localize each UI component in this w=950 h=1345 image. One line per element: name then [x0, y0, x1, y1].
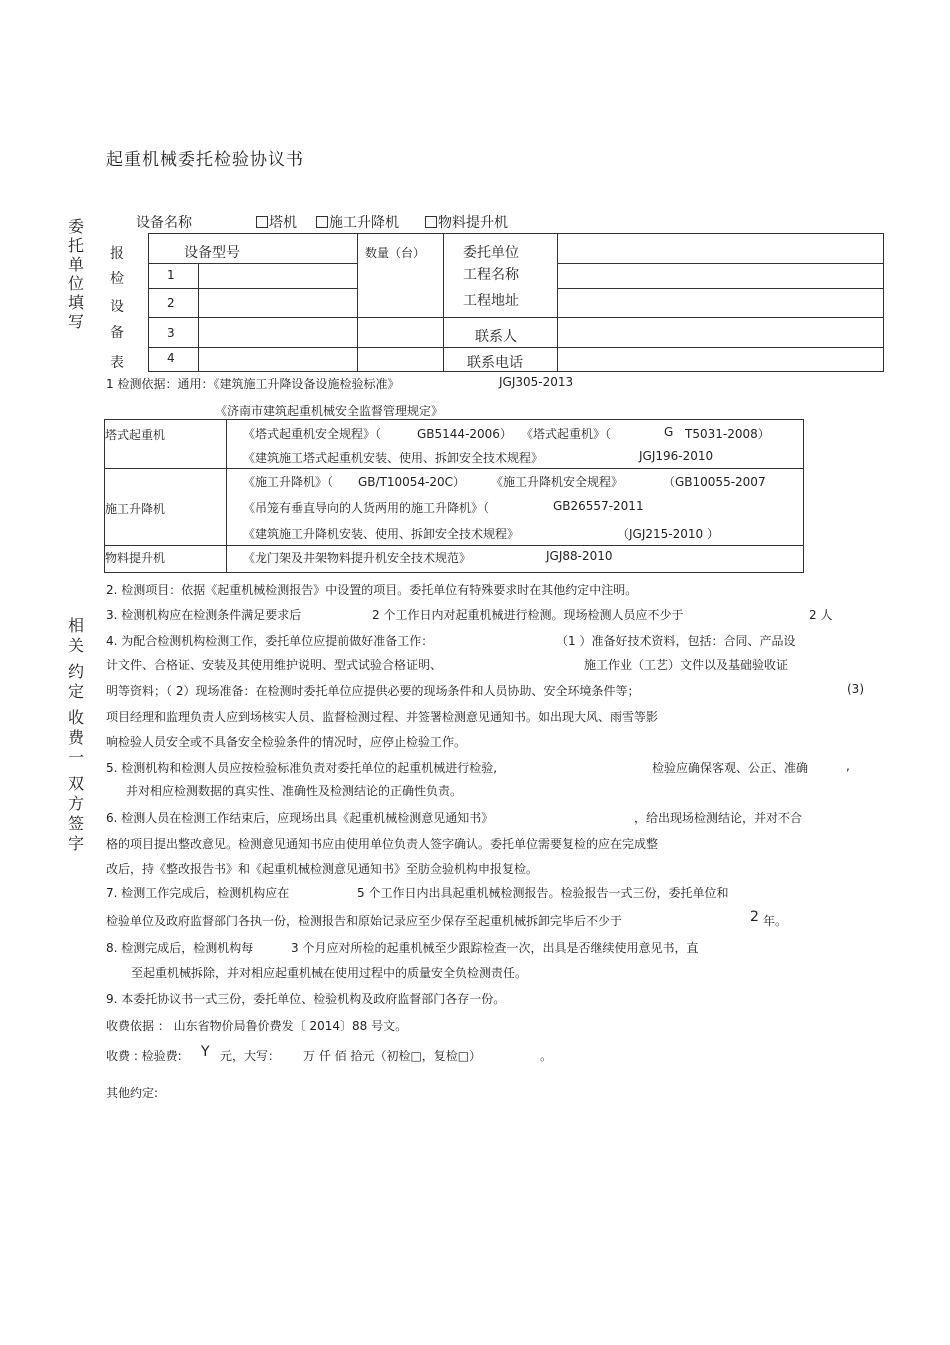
- clause-4: 响检验人员安全或不具备安全检验条件的情况时，应停止检验工作。: [106, 735, 467, 749]
- clause-7: 检验单位及政府监督部门各执一份，检测报告和原始记录应至少保存至起重机械拆卸完毕后不少于: [106, 914, 623, 928]
- row-header-char: 报: [110, 246, 124, 262]
- table-line: [104, 545, 804, 546]
- col-header-qty: 数量（台）: [365, 246, 426, 260]
- fee-line: 。: [540, 1049, 553, 1063]
- side-char: 一: [67, 748, 84, 767]
- clause-3: 2 个工作日内对起重机械进行检测。现场检测人员应不少于: [372, 608, 684, 622]
- clause-6: 格的项目提出整改意见。检测意见通知书应由使用单位负责人签字确认。委托单位需要复检的应在完成整: [106, 837, 659, 851]
- tower-crane-label: 塔式起重机: [105, 428, 166, 442]
- std-text: 《吊笼有垂直导向的人货两用的施工升降机》（: [243, 501, 490, 515]
- clause-4: 项目经理和监理负责人应到场核实人员、监督检测过程、并签署检测意见通知书。如出现大风、雨雪等影: [106, 710, 659, 724]
- side-char: 费: [67, 728, 84, 747]
- std-text: 《龙门架及井架物料提升机安全技术规范》: [243, 551, 472, 565]
- clause-4: 计文件、合格证、安装及其使用维护说明、型式试验合格证明、: [106, 658, 443, 672]
- option-label: 塔机: [269, 215, 297, 231]
- clause-7: 2: [750, 909, 759, 925]
- clause-8: 至起重机械拆除，并对相应起重机械在使用过程中的质量安全负检测责任。: [131, 966, 528, 980]
- qty-field-1[interactable]: [358, 264, 442, 287]
- label-client-unit: 委托单位: [463, 245, 519, 261]
- clause-3: 3. 检测机构应在检测条件满足要求后: [106, 608, 302, 622]
- phone-field[interactable]: [558, 348, 882, 370]
- label-phone: 联系电话: [467, 355, 523, 371]
- fee-currency: Y: [201, 1044, 210, 1060]
- clause-8: 8. 检测完成后，检测机构每: [106, 941, 254, 955]
- model-field-1[interactable]: [199, 264, 356, 287]
- option-tower-crane[interactable]: [256, 212, 297, 232]
- side-char: 相: [67, 616, 84, 635]
- clause-8: 3 个月应对所检的起重机械至少跟踪检查一次，出具是否继续使用意见书，直: [291, 941, 699, 955]
- option-construction-hoist[interactable]: [316, 212, 399, 232]
- std-text: 《建筑施工升降机安装、使用、拆卸安全技术规程》: [243, 527, 520, 541]
- std-code: （GB10055-2007: [663, 475, 766, 489]
- fee-line: 元，大写：: [220, 1049, 281, 1063]
- side-char: 关: [67, 636, 84, 655]
- table-line: [104, 468, 804, 469]
- project-name-field[interactable]: [558, 264, 882, 287]
- clause-4: 明等资料；（ 2）现场准备：在检测时委托单位应提供必要的现场条件和人员协助、安全环境条件等；: [106, 684, 640, 698]
- basis-code-1: JGJ305-2013: [499, 375, 574, 389]
- clause-2: 2. 检测项目：依据《起重机械检测报告》中设置的项目。委托单位有特殊要求时在其他约定中注明。: [106, 583, 638, 597]
- side-char: 填: [67, 293, 84, 312]
- table-line: [226, 419, 227, 572]
- side-char: 定: [67, 682, 84, 701]
- side-char: 字: [67, 834, 84, 853]
- row-header-char: 备: [110, 325, 124, 341]
- basis-line-2: 《济南市建筑起重机械安全监督管理规定》: [215, 404, 444, 418]
- clause-6: ，给出现场检测结论，并对不合: [634, 811, 803, 825]
- std-code: T5031-2008）: [685, 427, 770, 441]
- row-header-char: 设: [110, 299, 124, 315]
- option-label: 施工升降机: [329, 215, 399, 231]
- side-char: 收: [67, 708, 84, 727]
- row-number: 2: [167, 296, 175, 310]
- table-line: [357, 233, 358, 371]
- basis-line-1: 1 检测依据：通用：《建筑施工升降设备设施检验标准》: [106, 377, 400, 391]
- table-line: [148, 288, 358, 289]
- material-hoist-label: 物料提升机: [105, 551, 166, 565]
- std-code: G: [664, 425, 674, 439]
- std-text: 《施工升降机》（: [243, 475, 334, 489]
- clause-5: 5. 检测机构和检测人员应按检验标准负责对委托单位的起重机械进行检验,: [106, 761, 498, 775]
- contact-field[interactable]: [558, 318, 882, 346]
- std-code: JGJ88-2010: [546, 549, 613, 563]
- other-agreement-label: 其他约定:: [106, 1086, 159, 1100]
- side-char: 签: [67, 814, 84, 833]
- side-char: 双: [67, 774, 84, 793]
- option-label: 物料提升机: [438, 215, 508, 231]
- clause-4: 4. 为配合检测机构检测工作，委托单位应提前做好准备工作：: [106, 634, 434, 648]
- clause-7: 7. 检测工作完成后，检测机构应在: [106, 886, 290, 900]
- clause-7: 年。: [763, 914, 788, 928]
- clause-4: （1 ）准备好技术资料，包括：合同、产品设: [556, 634, 796, 648]
- table-line: [883, 233, 884, 371]
- clause-3: 2 人: [809, 608, 833, 622]
- label-project-address: 工程地址: [463, 293, 519, 309]
- row-number: 3: [167, 326, 175, 340]
- std-text: 《建筑施工塔式起重机安装、使用、拆卸安全技术规程》: [243, 451, 544, 465]
- equipment-label: 设备名称: [136, 215, 192, 231]
- option-material-hoist[interactable]: [425, 212, 508, 232]
- fee-line: 收费 : 检验费:: [106, 1049, 182, 1063]
- side-char: 委: [67, 217, 84, 236]
- label-project-name: 工程名称: [463, 267, 519, 283]
- clause-7: 5 个工作日内出具起重机械检测报告。检验报告一式三份，委托单位和: [357, 886, 729, 900]
- clause-6: 改后，持《整改报告书》和《起重机械检测意见通知书》至肪佥验机构申报复检。: [106, 862, 539, 876]
- std-code: （JGJ215-2010 ）: [617, 527, 719, 541]
- row-header-char: 检: [110, 271, 124, 287]
- clause-5: 并对相应检测数据的真实性、准确性及检测结论的正确性负责。: [126, 784, 463, 798]
- checkbox-icon[interactable]: [316, 216, 328, 228]
- fee-basis: 收费依据 ： 山东省物价局鲁价费发〔 2014〕88 号文。: [106, 1019, 408, 1033]
- col-header-model: 设备型号: [184, 245, 240, 261]
- label-contact: 联系人: [475, 329, 517, 345]
- fee-line: 万 仟 佰 拾元（初检□，复检□）: [303, 1049, 482, 1063]
- clause-4: (3): [847, 682, 864, 696]
- client-unit-field[interactable]: [558, 234, 882, 262]
- table-line: [443, 233, 444, 371]
- checkbox-icon[interactable]: [256, 216, 268, 228]
- side-char: 托: [67, 236, 84, 255]
- side-label-agreement: [66, 616, 86, 854]
- side-char: 单: [67, 255, 84, 274]
- table-line: [104, 572, 804, 573]
- clause-5: ,: [846, 759, 850, 773]
- clause-9: 9. 本委托协议书一式三份，委托单位、检验机构及政府监督部门各存一份。: [106, 992, 506, 1006]
- side-char: 约: [67, 662, 84, 681]
- side-char: 位: [67, 274, 84, 293]
- table-line: [148, 233, 149, 371]
- std-text: 《塔式起重机》（: [521, 427, 612, 441]
- checkbox-icon[interactable]: [425, 216, 437, 228]
- table-line: [803, 419, 804, 572]
- std-text: 《塔式起重机安全规程》（: [243, 427, 382, 441]
- row-number: 4: [167, 351, 175, 365]
- row-header-char: 表: [110, 355, 124, 371]
- clause-6: 6. 检测人员在检测工作结束后，应现场出具《起重机械检测意见通知书》: [106, 811, 494, 825]
- page-title: 起重机械委托检验协议书: [106, 150, 304, 170]
- std-code: JGJ196-2010: [639, 449, 714, 463]
- std-code: GB26557-2011: [553, 499, 644, 513]
- row-number: 1: [167, 268, 175, 282]
- std-code: GB/T10054-20C）: [358, 475, 466, 489]
- std-text: 《施工升降机安全规程》: [491, 475, 624, 489]
- std-code: GB5144-2006）: [417, 427, 512, 441]
- side-label-client: [66, 217, 86, 331]
- clause-4: 施工作业（工艺）文件以及基础验收证: [584, 658, 789, 672]
- table-line: [104, 419, 804, 420]
- clause-5: 检验应确保客观、公正、准确: [652, 761, 809, 775]
- project-address-field[interactable]: [558, 289, 882, 316]
- side-char: 方: [67, 794, 84, 813]
- hoist-label: 施工升降机: [105, 502, 166, 516]
- side-char: 写: [67, 312, 84, 331]
